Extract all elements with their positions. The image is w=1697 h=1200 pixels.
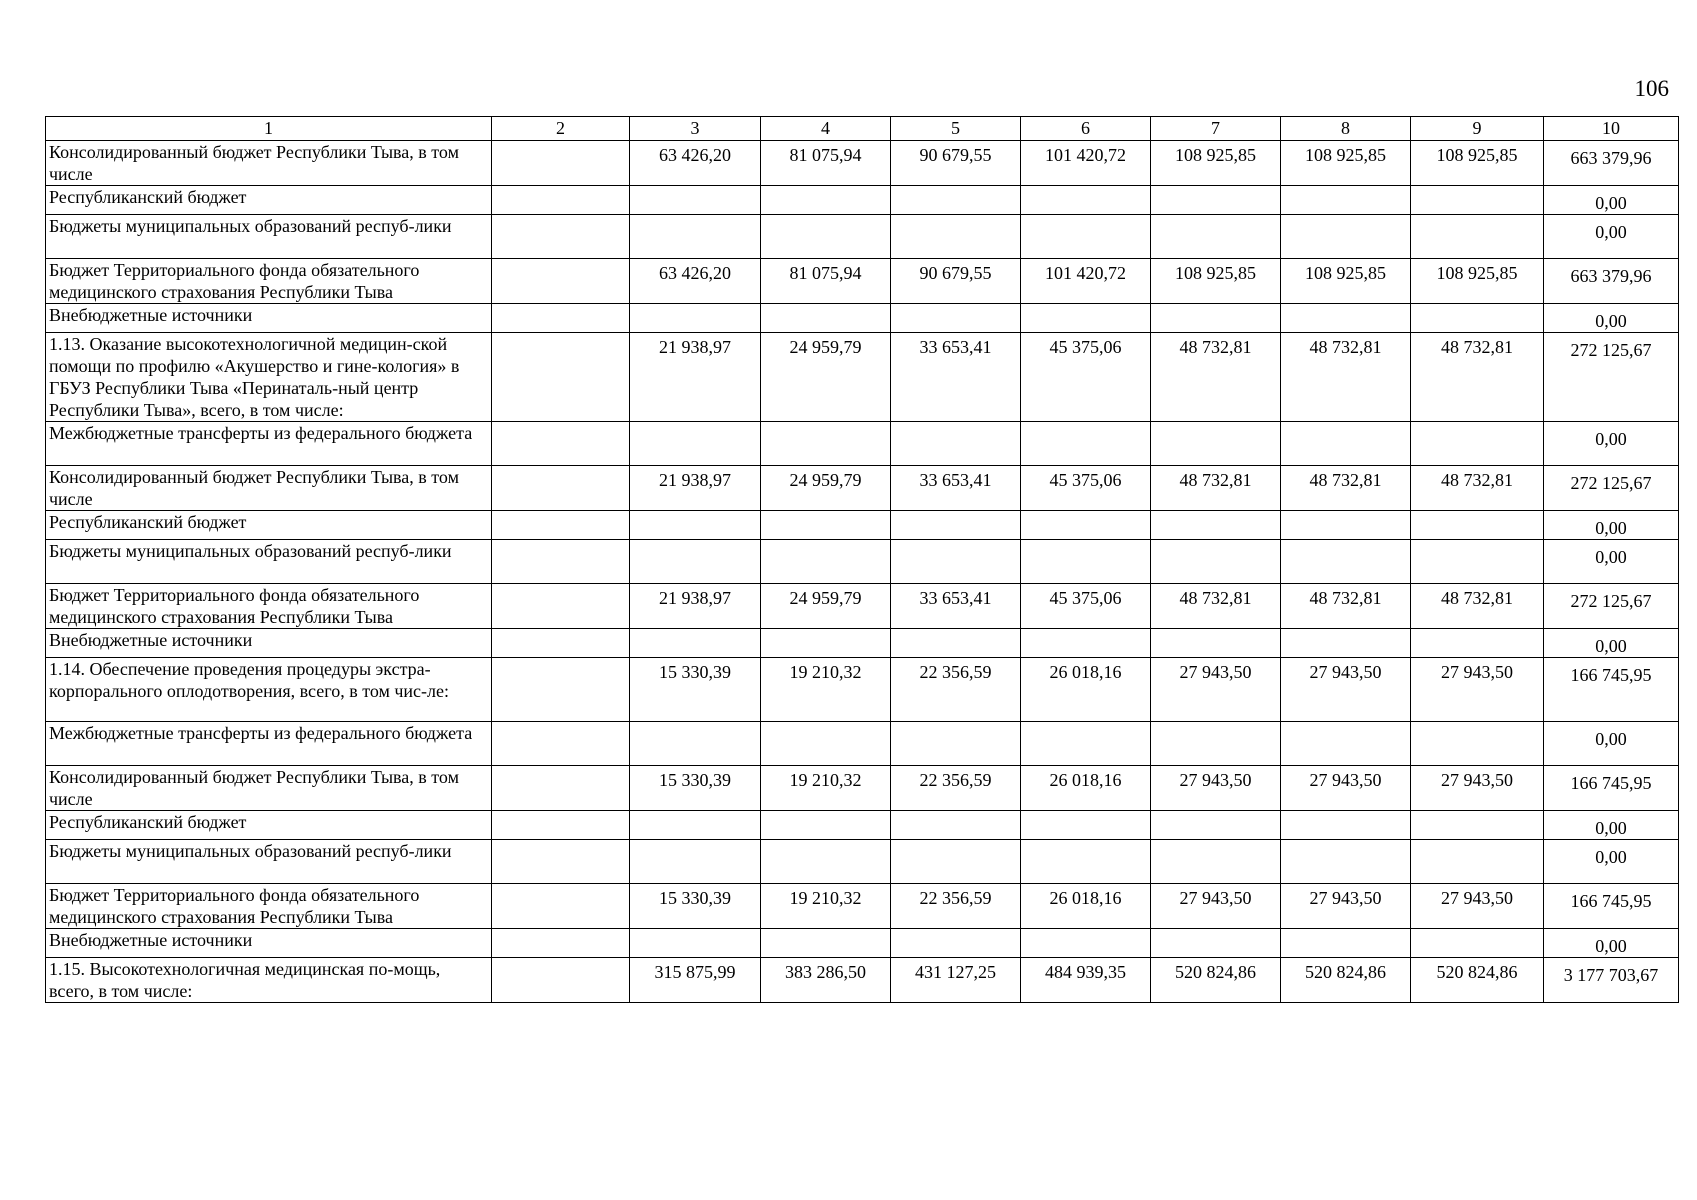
row-label: Республиканский бюджет [46,511,492,540]
value-cell [1281,811,1411,840]
value-cell: 383 286,50 [761,958,891,1003]
table-row [46,629,1679,658]
value-cell: 520 824,86 [1281,958,1411,1003]
value-cell: 48 732,81 [1151,584,1281,629]
value-cell [1151,511,1281,540]
value-cell [1021,629,1151,658]
value-cell: 45 375,06 [1021,333,1151,422]
value-cell: 24 959,79 [761,584,891,629]
value-cell [891,422,1021,466]
budget-table [45,116,1679,1003]
table-row [46,840,1679,884]
value-cell [761,304,891,333]
value-cell [1281,304,1411,333]
value-cell [1021,722,1151,766]
value-cell [630,186,761,215]
value-cell [1411,511,1544,540]
total-cell: 166 745,95 [1544,884,1679,929]
total-cell: 0,00 [1544,929,1679,958]
total-cell: 272 125,67 [1544,584,1679,629]
value-cell [761,929,891,958]
value-cell [1151,540,1281,584]
value-cell: 15 330,39 [630,658,761,722]
row-label: Бюджет Территориального фонда обязательного медицинского страхования Республики Тыва [46,584,492,629]
table-row [46,766,1679,811]
total-cell: 0,00 [1544,422,1679,466]
value-cell [761,511,891,540]
value-cell [1281,840,1411,884]
row-label: Бюджеты муниципальных образований респуб-лики [46,215,492,259]
value-cell [1151,186,1281,215]
value-cell [891,511,1021,540]
value-cell: 431 127,25 [891,958,1021,1003]
total-cell: 663 379,96 [1544,141,1679,186]
value-cell: 27 943,50 [1281,766,1411,811]
value-cell [492,840,630,884]
value-cell: 48 732,81 [1281,584,1411,629]
value-cell [492,511,630,540]
value-cell [630,215,761,259]
value-cell: 22 356,59 [891,884,1021,929]
value-cell: 22 356,59 [891,658,1021,722]
row-label: Внебюджетные источники [46,304,492,333]
total-cell: 0,00 [1544,811,1679,840]
value-cell [1151,215,1281,259]
row-label: Республиканский бюджет [46,186,492,215]
value-cell [492,466,630,511]
value-cell [492,304,630,333]
value-cell [630,722,761,766]
value-cell [1021,304,1151,333]
value-cell [761,540,891,584]
value-cell: 63 426,20 [630,259,761,304]
value-cell: 90 679,55 [891,259,1021,304]
value-cell [1411,186,1544,215]
value-cell: 48 732,81 [1411,584,1544,629]
value-cell: 108 925,85 [1281,259,1411,304]
value-cell [761,422,891,466]
value-cell: 21 938,97 [630,584,761,629]
value-cell: 108 925,85 [1281,141,1411,186]
value-cell: 48 732,81 [1281,466,1411,511]
value-cell [1281,722,1411,766]
value-cell [1151,304,1281,333]
value-cell [891,929,1021,958]
table-row [46,584,1679,629]
table-row [46,304,1679,333]
total-cell: 272 125,67 [1544,466,1679,511]
value-cell: 48 732,81 [1411,333,1544,422]
table-row [46,141,1679,186]
value-cell: 108 925,85 [1411,259,1544,304]
value-cell: 27 943,50 [1151,884,1281,929]
value-cell: 315 875,99 [630,958,761,1003]
value-cell [891,215,1021,259]
row-label: Консолидированный бюджет Республики Тыва, в том числе [46,141,492,186]
value-cell [1021,540,1151,584]
value-cell: 21 938,97 [630,466,761,511]
value-cell: 26 018,16 [1021,884,1151,929]
row-label: Бюджет Территориального фонда обязательного медицинского страхования Республики Тыва [46,884,492,929]
total-cell: 663 379,96 [1544,259,1679,304]
row-label: 1.13. Оказание высокотехнологичной медицин-ской помощи по профилю «Акушерство и гине-кология» в ГБУЗ Республики Тыва «Перинаталь-ный центр Республики Тыва», всего, в том числе: [46,333,492,422]
value-cell [1281,215,1411,259]
value-cell: 48 732,81 [1281,333,1411,422]
row-label: Межбюджетные трансферты из федерального бюджета [46,422,492,466]
value-cell [492,722,630,766]
value-cell [761,840,891,884]
value-cell [1411,629,1544,658]
value-cell [630,304,761,333]
row-label: Межбюджетные трансферты из федерального бюджета [46,722,492,766]
value-cell [891,811,1021,840]
column-header: 3 [630,117,761,141]
value-cell [630,929,761,958]
row-label: Бюджеты муниципальных образований респуб-лики [46,540,492,584]
value-cell [1281,540,1411,584]
column-header: 9 [1411,117,1544,141]
value-cell [1411,215,1544,259]
value-cell [891,540,1021,584]
total-cell: 0,00 [1544,304,1679,333]
value-cell: 45 375,06 [1021,584,1151,629]
value-cell [1411,722,1544,766]
column-header: 6 [1021,117,1151,141]
value-cell: 520 824,86 [1151,958,1281,1003]
table-row [46,215,1679,259]
value-cell [492,141,630,186]
table-body [46,141,1679,1003]
value-cell [1021,422,1151,466]
value-cell [630,811,761,840]
value-cell: 81 075,94 [761,141,891,186]
value-cell [1411,422,1544,466]
value-cell [1151,929,1281,958]
value-cell [1021,186,1151,215]
value-cell [1411,304,1544,333]
value-cell [492,584,630,629]
value-cell [1411,840,1544,884]
value-cell [1021,929,1151,958]
value-cell: 27 943,50 [1281,884,1411,929]
value-cell: 101 420,72 [1021,259,1151,304]
table-row [46,333,1679,422]
row-label: Консолидированный бюджет Республики Тыва, в том числе [46,766,492,811]
value-cell: 101 420,72 [1021,141,1151,186]
value-cell [492,929,630,958]
table-row [46,466,1679,511]
value-cell [1021,215,1151,259]
value-cell [1411,929,1544,958]
value-cell: 26 018,16 [1021,766,1151,811]
value-cell [492,259,630,304]
column-header: 5 [891,117,1021,141]
table-row [46,540,1679,584]
value-cell [1281,629,1411,658]
value-cell [492,215,630,259]
column-header: 4 [761,117,891,141]
value-cell [492,766,630,811]
column-header: 7 [1151,117,1281,141]
value-cell: 90 679,55 [891,141,1021,186]
value-cell [891,840,1021,884]
row-label: Внебюджетные источники [46,629,492,658]
row-label: Консолидированный бюджет Республики Тыва, в том числе [46,466,492,511]
value-cell [492,186,630,215]
value-cell: 108 925,85 [1151,259,1281,304]
value-cell [1021,840,1151,884]
table-row [46,259,1679,304]
value-cell: 108 925,85 [1151,141,1281,186]
value-cell [761,215,891,259]
value-cell: 24 959,79 [761,333,891,422]
value-cell: 27 943,50 [1411,658,1544,722]
value-cell: 33 653,41 [891,584,1021,629]
row-label: Внебюджетные источники [46,929,492,958]
row-label: Республиканский бюджет [46,811,492,840]
value-cell [1411,540,1544,584]
value-cell [1151,422,1281,466]
table-row [46,422,1679,466]
value-cell [630,629,761,658]
value-cell: 27 943,50 [1411,766,1544,811]
value-cell [1151,629,1281,658]
value-cell [891,629,1021,658]
value-cell [492,811,630,840]
value-cell: 484 939,35 [1021,958,1151,1003]
table-row [46,884,1679,929]
value-cell [1281,186,1411,215]
value-cell [891,186,1021,215]
value-cell: 33 653,41 [891,333,1021,422]
column-header: 1 [46,117,492,141]
total-cell: 0,00 [1544,629,1679,658]
total-cell: 3 177 703,67 [1544,958,1679,1003]
total-cell: 0,00 [1544,511,1679,540]
table-header [46,117,1679,141]
value-cell: 27 943,50 [1151,766,1281,811]
value-cell [761,629,891,658]
value-cell: 45 375,06 [1021,466,1151,511]
total-cell: 0,00 [1544,215,1679,259]
value-cell: 33 653,41 [891,466,1021,511]
value-cell: 27 943,50 [1281,658,1411,722]
value-cell [630,540,761,584]
row-label: Бюджет Территориального фонда обязательного медицинского страхования Республики Тыва [46,259,492,304]
value-cell: 24 959,79 [761,466,891,511]
page-number: 106 [1634,76,1669,101]
total-cell: 272 125,67 [1544,333,1679,422]
column-header: 10 [1544,117,1679,141]
value-cell [1281,929,1411,958]
value-cell: 21 938,97 [630,333,761,422]
value-cell: 520 824,86 [1411,958,1544,1003]
value-cell [1411,811,1544,840]
value-cell: 63 426,20 [630,141,761,186]
row-label: Бюджеты муниципальных образований респуб-лики [46,840,492,884]
total-cell: 166 745,95 [1544,766,1679,811]
value-cell [630,422,761,466]
column-header: 8 [1281,117,1411,141]
value-cell [1021,511,1151,540]
value-cell [1021,811,1151,840]
row-label: 1.14. Обеспечение проведения процедуры экстра-корпорального оплодотворения, всего, в том чис-ле: [46,658,492,722]
value-cell: 48 732,81 [1151,466,1281,511]
value-cell [492,658,630,722]
row-label: 1.15. Высокотехнологичная медицинская по-мощь, всего, в том числе: [46,958,492,1003]
table-row [46,958,1679,1003]
value-cell: 48 732,81 [1151,333,1281,422]
value-cell [891,304,1021,333]
value-cell [492,333,630,422]
value-cell [1281,422,1411,466]
header-row [46,117,1679,141]
value-cell: 27 943,50 [1151,658,1281,722]
value-cell [630,840,761,884]
total-cell: 0,00 [1544,840,1679,884]
value-cell [761,722,891,766]
value-cell [492,540,630,584]
column-header: 2 [492,117,630,141]
value-cell: 19 210,32 [761,658,891,722]
table-row [46,929,1679,958]
value-cell: 15 330,39 [630,766,761,811]
total-cell: 0,00 [1544,722,1679,766]
value-cell [1281,511,1411,540]
table-row [46,811,1679,840]
value-cell: 27 943,50 [1411,884,1544,929]
value-cell [492,629,630,658]
value-cell [1151,840,1281,884]
total-cell: 0,00 [1544,540,1679,584]
value-cell: 19 210,32 [761,766,891,811]
value-cell [761,186,891,215]
value-cell [1151,722,1281,766]
value-cell: 108 925,85 [1411,141,1544,186]
value-cell [492,422,630,466]
total-cell: 0,00 [1544,186,1679,215]
value-cell: 15 330,39 [630,884,761,929]
table-row [46,186,1679,215]
value-cell: 22 356,59 [891,766,1021,811]
table-row [46,511,1679,540]
value-cell [891,722,1021,766]
value-cell [492,958,630,1003]
value-cell: 19 210,32 [761,884,891,929]
value-cell [761,811,891,840]
value-cell [630,511,761,540]
value-cell: 26 018,16 [1021,658,1151,722]
value-cell: 81 075,94 [761,259,891,304]
value-cell [492,884,630,929]
table-row [46,658,1679,722]
table-row [46,722,1679,766]
value-cell [1151,811,1281,840]
total-cell: 166 745,95 [1544,658,1679,722]
value-cell: 48 732,81 [1411,466,1544,511]
